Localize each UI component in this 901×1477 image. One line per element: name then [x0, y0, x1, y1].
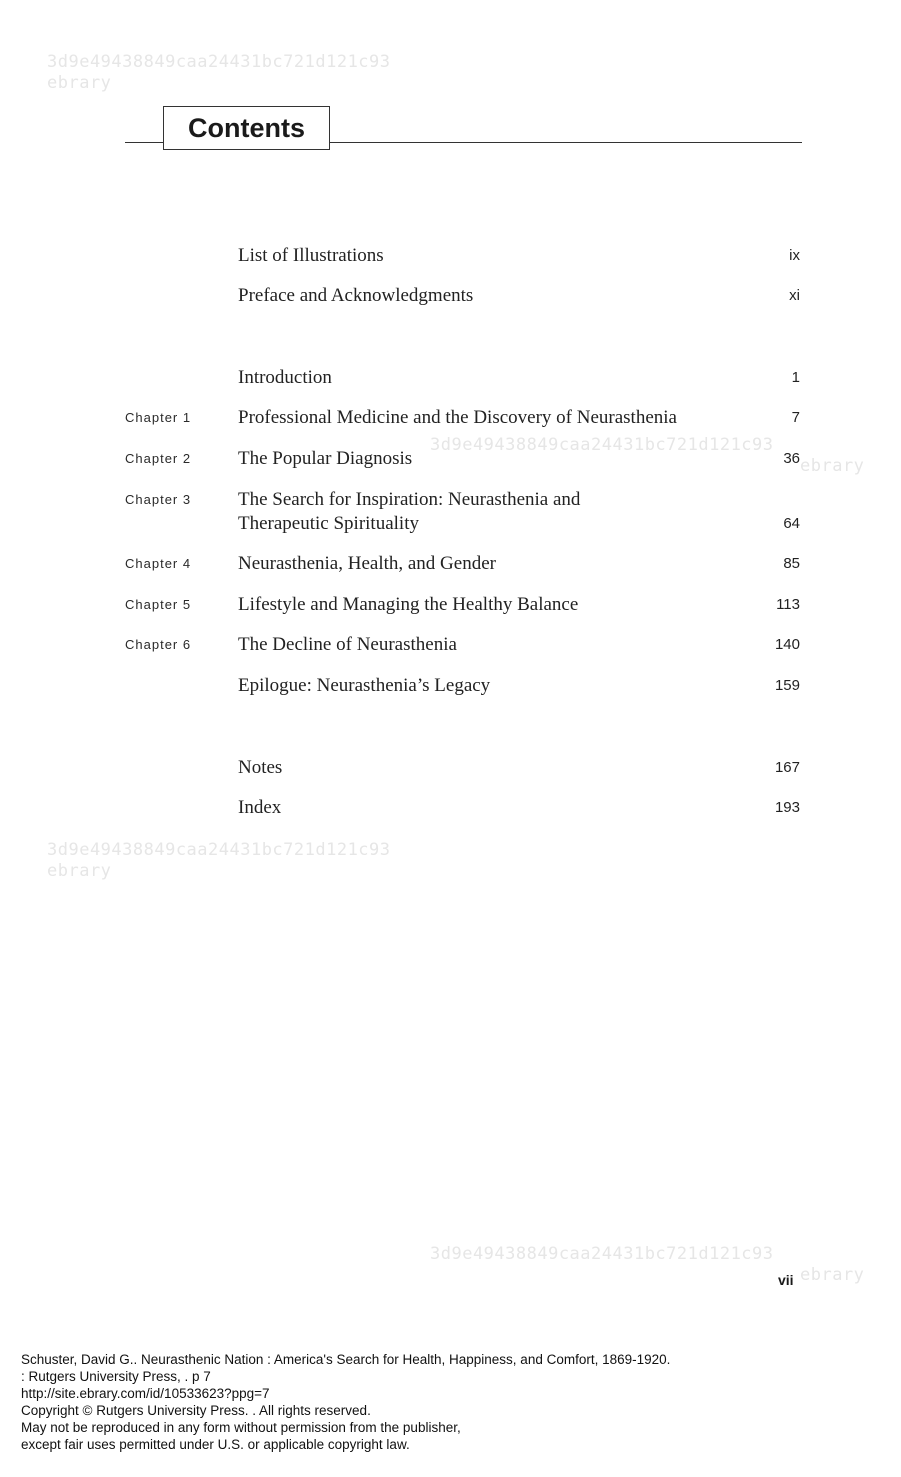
citation-line: May not be reproduced in any form without permission from the publisher, [21, 1420, 461, 1435]
entry-title: The Decline of Neurasthenia [238, 634, 457, 655]
entry-title: Neurasthenia, Health, and Gender [238, 553, 496, 574]
entry-page: 159 [774, 677, 800, 694]
entry-page: 36 [783, 450, 800, 467]
watermark-site: ebrary [47, 861, 112, 881]
watermark-code: 3d9e49438849caa24431bc721d121c93 [47, 840, 391, 860]
chapter-label: Chapter 4 [125, 556, 192, 571]
chapter-label: Chapter 1 [125, 410, 192, 425]
entry-page: 1 [791, 369, 800, 386]
watermark-site: ebrary [800, 456, 865, 476]
entry-title: Index [238, 797, 282, 818]
entry-title: Notes [238, 757, 283, 778]
watermark [47, 52, 391, 94]
citation-line: : Rutgers University Press, . p 7 [21, 1369, 211, 1384]
chapter-label: Chapter 6 [125, 637, 192, 652]
citation-line: except fair uses permitted under U.S. or applicable copyright law. [21, 1437, 410, 1452]
contents-heading: Contents [163, 106, 330, 150]
watermark-code: 3d9e49438849caa24431bc721d121c93 [430, 1244, 774, 1264]
entry-page: ix [789, 247, 800, 264]
watermark [430, 1244, 864, 1286]
citation-line: Copyright © Rutgers University Press. . All rights reserved. [21, 1403, 371, 1418]
entry-page: 140 [774, 636, 800, 653]
chapter-label: Chapter 5 [125, 597, 192, 612]
entry-page: 167 [774, 759, 800, 776]
chapter-label: Chapter 2 [125, 451, 192, 466]
entry-title-continued: Therapeutic Spirituality [238, 513, 419, 534]
entry-title: Professional Medicine and the Discovery of Neurasthenia [238, 407, 677, 428]
entry-title: Preface and Acknowledgments [238, 285, 474, 306]
citation-line: Schuster, David G.. Neurasthenic Nation : America's Search for Health, Happiness, and Comfort, 1869-1920. [21, 1352, 671, 1367]
entry-page: 113 [776, 596, 800, 613]
entry-title: Epilogue: Neurasthenia’s Legacy [238, 675, 491, 696]
entry-title: List of Illustrations [238, 245, 384, 266]
citation-url[interactable]: http://site.ebrary.com/id/10533623?ppg=7 [21, 1386, 270, 1401]
chapter-label: Chapter 3 [125, 492, 192, 507]
entry-title: Lifestyle and Managing the Healthy Balance [238, 594, 579, 615]
watermark-code: 3d9e49438849caa24431bc721d121c93 [47, 52, 391, 72]
entry-title: The Search for Inspiration: Neurasthenia and [238, 489, 581, 510]
entry-title: Introduction [238, 367, 332, 388]
watermark [47, 840, 391, 882]
entry-page: 7 [791, 409, 800, 426]
entry-page: 64 [783, 515, 800, 532]
watermark-site: ebrary [47, 73, 112, 93]
watermark-code: 3d9e49438849caa24431bc721d121c93 [430, 435, 774, 455]
entry-page: 85 [783, 555, 800, 572]
entry-page: xi [789, 287, 800, 304]
entry-page: 193 [774, 799, 800, 816]
page-number: vii [778, 1272, 794, 1288]
citation-footer [21, 1351, 670, 1453]
watermark-site: ebrary [800, 1265, 865, 1285]
entry-title: The Popular Diagnosis [238, 448, 413, 469]
